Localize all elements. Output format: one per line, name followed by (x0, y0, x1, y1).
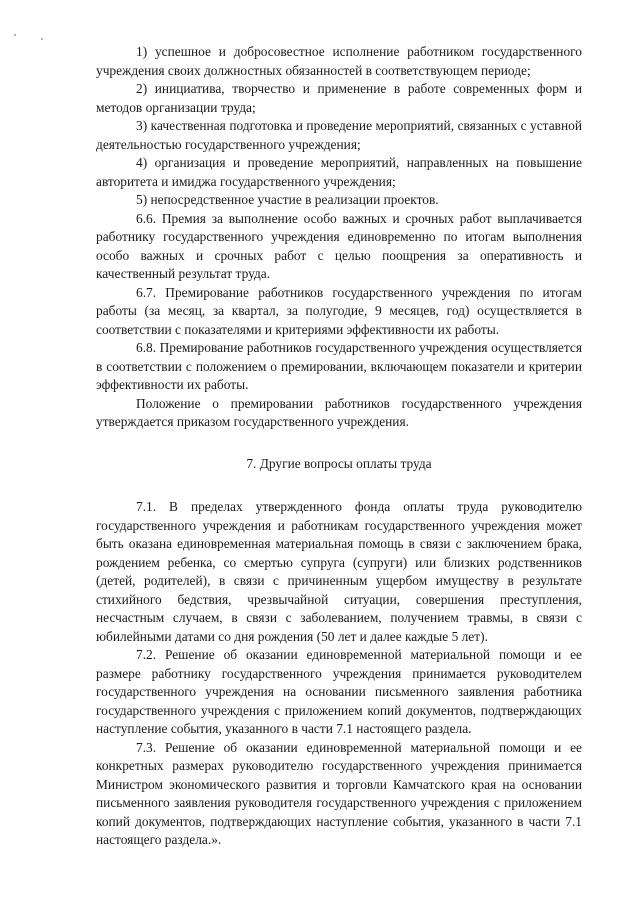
list-item-4: 4) организация и проведение мероприятий, направленных на повышение авторитета и имиджа государственного учреждения; (96, 155, 582, 189)
paragraph-7-1: 7.1. В пределах утвержденного фонда оплаты труда руководителю государственного учреждения и работникам государственного учреждения может быть оказана единовременная материальная помощь в связи с заключением брака, рождением ребенка, со смертью супруга (супруги) или близких родственников (детей, родителей), в связи с причиненным ущербом имуществу в результате стихийного бедствия, чрезвычайной ситуации, совершения преступления, несчастным случаем, в связи с заболеванием, получением травмы, в связи с юбилейными датами со дня рождения (50 лет и далее каждые 5 лет). (96, 499, 582, 644)
list-item-3: 3) качественная подготовка и проведение мероприятий, связанных с уставной деятельностью государственного учреждения; (96, 118, 582, 152)
section-heading: 7. Другие вопросы оплаты труда (246, 455, 432, 471)
scan-speck (41, 38, 43, 40)
list-item-1: 1) успешное и добросовестное исполнение работником государственного учреждения своих должностных обязанностей в соответствующем периоде; (96, 44, 582, 78)
paragraph-bonus-regulation: Положение о премировании работников государственного учреждения утверждается приказом государственного учреждения. (96, 395, 582, 429)
document-body (96, 43, 582, 850)
scan-speck (14, 34, 16, 36)
paragraph-6-6: 6.6. Премия за выполнение особо важных и срочных работ выплачивается работнику государственного учреждения единовременно по итогам выполнения особо важных и срочных работ с целью поощрения за оперативность и качественный результат труда. (96, 210, 582, 281)
paragraph-6-8: 6.8. Премирование работников государственного учреждения осуществляется в соответствии с положением о премировании, включающем показатели и критерии эффективности их работы. (96, 340, 582, 392)
paragraph-7-2: 7.2. Решение об оказании единовременной материальной помощи и ее размере работнику государственного учреждения принимается руководителем государственного учреждения на основании письменного заявления работника государственного учреждения с приложением копий документов, подтверждающих наступление события, указанного в части 7.1 настоящего раздела. (96, 647, 582, 736)
list-item-2: 2) инициатива, творчество и применение в работе современных форм и методов организации труда; (96, 81, 582, 115)
paragraph-6-7: 6.7. Премирование работников государственного учреждения по итогам работы (за месяц, за квартал, за полугодие, 9 месяцев, год) осуществляется в соответствии с показателями и критериями эффективности их работы. (96, 284, 582, 337)
paragraph-7-3: 7.3. Решение об оказании единовременной материальной помощи и ее конкретных размерах руководителю государственного учреждения принимается Министром экономического развития и торговли Камчатского края на основании письменного заявления руководителя государственного учреждения с приложением копий документов, подтверждающих наступление события, указанного в части 7.1 настоящего раздела.». (96, 739, 582, 847)
list-item-5: 5) непосредственное участие в реализации проектов. (136, 192, 439, 207)
